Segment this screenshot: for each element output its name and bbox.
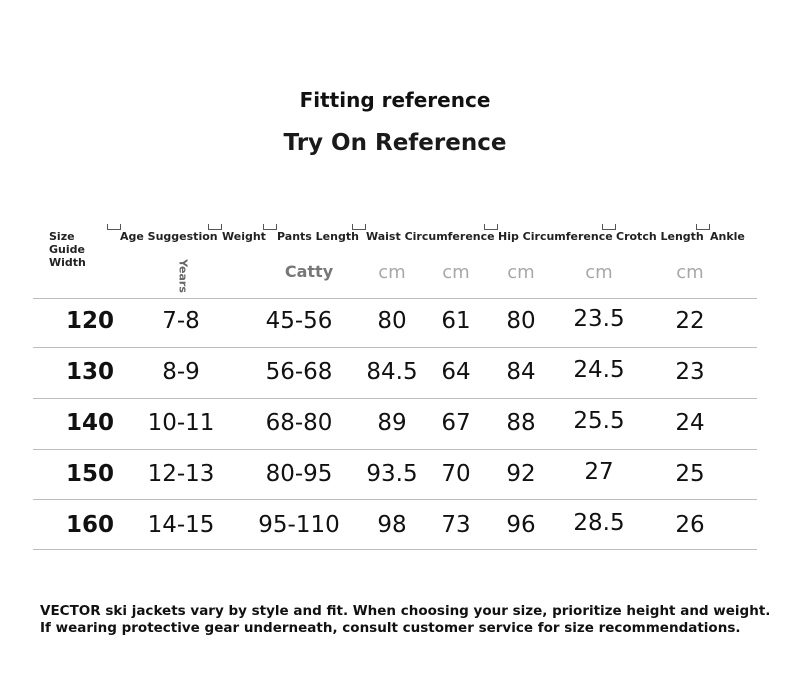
cell-value: 92 <box>506 461 536 487</box>
header-separator-mark <box>263 224 277 230</box>
cell-value: 70 <box>441 461 471 487</box>
cell-size: 120 <box>65 308 115 334</box>
cell-age: 7-8 <box>162 308 200 334</box>
table-divider <box>33 347 757 348</box>
cell-value: 80 <box>377 308 407 334</box>
cell-value: 25 <box>675 461 705 487</box>
page-title: Fitting reference <box>299 88 491 112</box>
cell-weight: 56-68 <box>265 359 333 385</box>
header-crotch-length: Crotch Length <box>616 230 704 243</box>
header-age-suggestion: Age Suggestion <box>120 230 218 243</box>
cell-weight: 45-56 <box>265 308 333 334</box>
cell-value: 88 <box>506 410 536 436</box>
cell-size: 160 <box>65 512 115 538</box>
cell-value: 84 <box>506 359 536 385</box>
cell-value: 25.5 <box>573 408 625 434</box>
unit-cm: cm <box>507 262 535 283</box>
cell-value: 73 <box>441 512 471 538</box>
header-separator-mark <box>602 224 616 230</box>
cell-value: 27 <box>584 459 614 485</box>
header-pants-length: Pants Length <box>277 230 359 243</box>
cell-age: 12-13 <box>147 461 215 487</box>
cell-value: 23 <box>675 359 705 385</box>
header-separator-mark <box>484 224 498 230</box>
cell-value: 26 <box>675 512 705 538</box>
cell-age: 14-15 <box>147 512 215 538</box>
cell-value: 84.5 <box>366 359 418 385</box>
cell-value: 64 <box>441 359 471 385</box>
table-divider <box>33 449 757 450</box>
page-subtitle: Try On Reference <box>283 130 507 156</box>
cell-size: 150 <box>65 461 115 487</box>
table-divider <box>33 549 757 550</box>
cell-value: 96 <box>506 512 536 538</box>
cell-value: 28.5 <box>573 510 625 536</box>
cell-age: 10-11 <box>147 410 215 436</box>
cell-size: 140 <box>65 410 115 436</box>
cell-value: 24.5 <box>573 357 625 383</box>
unit-cm: cm <box>442 262 470 283</box>
cell-weight: 80-95 <box>265 461 333 487</box>
cell-value: 23.5 <box>573 306 625 332</box>
cell-weight: 68-80 <box>265 410 333 436</box>
header-ankle: Ankle <box>710 230 745 243</box>
header-separator-mark <box>107 224 121 230</box>
unit-cm: cm <box>378 262 406 283</box>
cell-value: 22 <box>675 308 705 334</box>
table-divider <box>33 398 757 399</box>
cell-value: 24 <box>675 410 705 436</box>
table-divider <box>33 298 757 299</box>
header-separator-mark <box>696 224 710 230</box>
header-separator-mark <box>352 224 366 230</box>
cell-value: 93.5 <box>366 461 418 487</box>
cell-weight: 95-110 <box>258 512 340 538</box>
cell-size: 130 <box>65 359 115 385</box>
cell-age: 8-9 <box>162 359 200 385</box>
header-size-guide-width: Size Guide Width <box>49 230 86 269</box>
unit-cm: cm <box>585 262 613 283</box>
size-note: VECTOR ski jackets vary by style and fit. When choosing your size, prioritize height and weight. If wearing protective gear underneath, consult customer service for size recommendations. <box>40 603 771 636</box>
table-divider <box>33 499 757 500</box>
header-hip-circumference: Hip Circumference <box>498 230 613 243</box>
header-weight: Weight <box>222 230 266 243</box>
unit-cm: cm <box>676 262 704 283</box>
cell-value: 67 <box>441 410 471 436</box>
header-separator-mark <box>208 224 222 230</box>
unit-years: Years <box>176 259 190 293</box>
header-waist-circumference: Waist Circumference <box>366 230 495 243</box>
cell-value: 80 <box>506 308 536 334</box>
cell-value: 61 <box>441 308 471 334</box>
cell-value: 89 <box>377 410 407 436</box>
unit-catty: Catty <box>284 262 334 281</box>
cell-value: 98 <box>377 512 407 538</box>
